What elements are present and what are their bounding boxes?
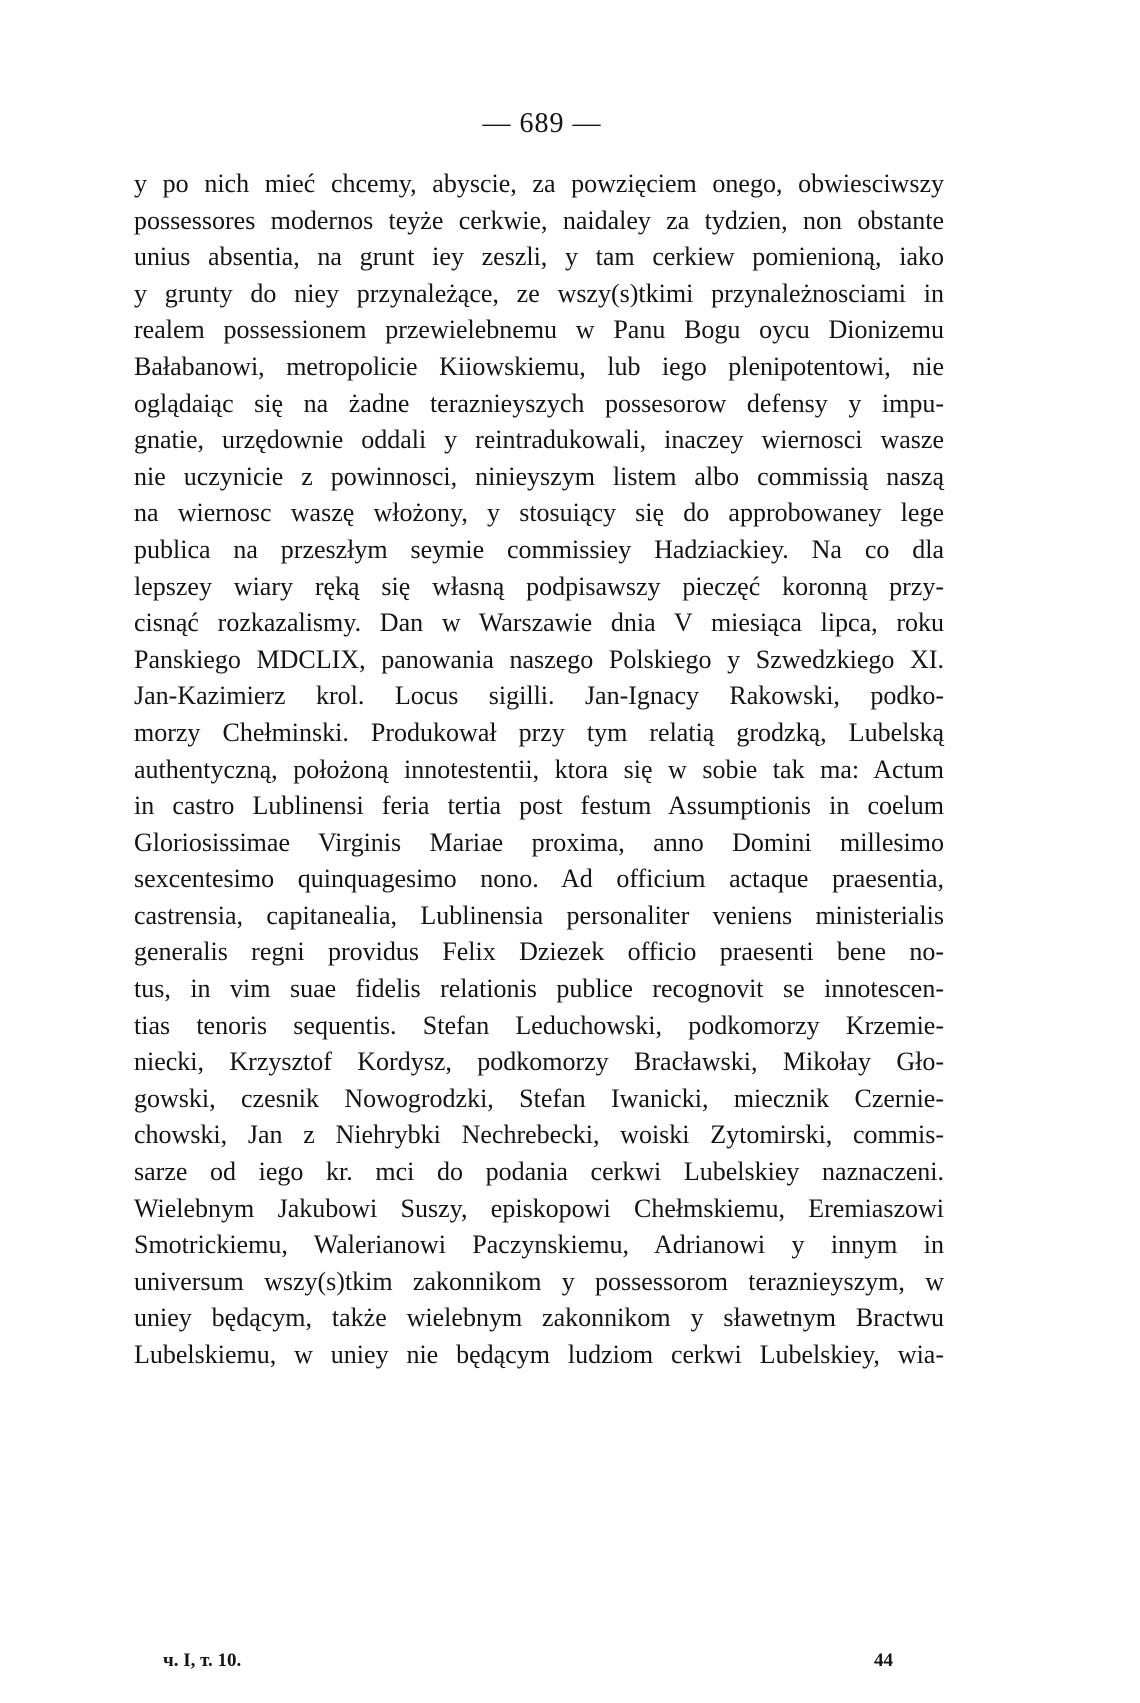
text-line: chowski, Jan z Niehrybki Nechrebecki, woiski Zytomirski, commis- <box>134 1120 944 1150</box>
text-line: possessores modernos teyże cerkwie, naidaley za tydzien, non obstante <box>134 205 944 235</box>
text-line: unius absentia, na grunt iey zeszli, y tam cerkiew pomienioną, iako <box>134 242 944 272</box>
text-line: castrensia, capitanealia, Lublinensia personaliter veniens ministerialis <box>134 900 944 930</box>
text-line: y po nich mieć chcemy, abyscie, za powzięciem onego, obwiesciwszy <box>134 169 944 198</box>
text-line: tus, in vim suae fidelis relationis publice recognovit se innotescen- <box>134 974 944 1004</box>
text-line: authentyczną, położoną innotestentii, ktora się w sobie tak ma: Actum <box>134 754 944 784</box>
text-line: gnatie, urzędownie oddali y reintradukowali, inaczey wiernosci wasze <box>134 425 944 455</box>
text-line: Panskiego MDCLIX, panowania naszego Polskiego y Szwedzkiego XI. <box>134 644 944 674</box>
text-line: uniey będącym, także wielebnym zakonnikom y sławetnym Bractwu <box>134 1303 944 1333</box>
text-line: publica na przeszłym seymie commissiey Hadziackiey. Na co dla <box>134 534 944 564</box>
text-line: Bałabanowi, metropolicie Kiiowskiemu, lub iego plenipotentowi, nie <box>134 351 944 381</box>
text-line: realem possessionem przewielebnemu w Panu Bogu oycu Dionizemu <box>134 315 944 345</box>
text-line: cisnąć rozkazalismy. Dan w Warszawie dnia V miesiąca lipca, roku <box>134 608 944 638</box>
text-line: in castro Lublinensi feria tertia post festum Assumptionis in coelum <box>134 791 944 821</box>
body-text <box>134 166 944 1374</box>
text-line: Lubelskiemu, w uniey nie będącym ludziom cerkwi Lubelskiey, wia- <box>134 1340 944 1369</box>
text-line: oglądaiąc się na żadne teraznieyszych possesorow defensy y impu- <box>134 388 944 418</box>
text-line: gowski, czesnik Nowogrodzki, Stefan Iwanicki, miecznik Czernie- <box>134 1083 944 1113</box>
footer-signature: ч. I, т. 10. <box>163 1650 242 1671</box>
text-line: lepszey wiary ręką się własną podpisawszy pieczęć koronną przy- <box>134 571 944 601</box>
text-line: niecki, Krzysztof Kordysz, podkomorzy Bracławski, Mikołay Gło- <box>134 1047 944 1077</box>
text-line: na wiernosc waszę włożony, y stosuiący się do approbowaney lege <box>134 498 944 528</box>
page-number: — 689 — <box>482 108 602 139</box>
text-line: Smotrickiemu, Walerianowi Paczynskiemu, Adrianowi y innym in <box>134 1230 944 1260</box>
text-line: Wielebnym Jakubowi Suszy, episkopowi Chełmskiemu, Eremiaszowi <box>134 1193 944 1223</box>
text-line: universum wszy(s)tkim zakonnikom y possessorom teraznieyszym, w <box>134 1266 944 1296</box>
text-line: nie uczynicie z powinnosci, ninieyszym listem albo commissią naszą <box>134 461 944 491</box>
text-line: y grunty do niey przynależące, ze wszy(s)tkimi przynależnosciami in <box>134 278 944 308</box>
text-line: tias tenoris sequentis. Stefan Leduchowski, podkomorzy Krzemie- <box>134 1010 944 1040</box>
text-line: morzy Chełminski. Produkował przy tym relatią grodzką, Lubelską <box>134 717 944 747</box>
text-line: Gloriosissimae Virginis Mariae proxima, anno Domini millesimo <box>134 827 944 857</box>
text-line: generalis regni providus Felix Dziezek officio praesenti bene no- <box>134 937 944 967</box>
footer-sheet-number: 44 <box>874 1650 893 1671</box>
text-line: Jan-Kazimierz krol. Locus sigilli. Jan-Ignacy Rakowski, podko- <box>134 681 944 711</box>
text-line: sarze od iego kr. mci do podania cerkwi Lubelskiey naznaczeni. <box>134 1157 944 1187</box>
text-line: sexcentesimo quinquagesimo nono. Ad officium actaque praesentia, <box>134 864 944 894</box>
